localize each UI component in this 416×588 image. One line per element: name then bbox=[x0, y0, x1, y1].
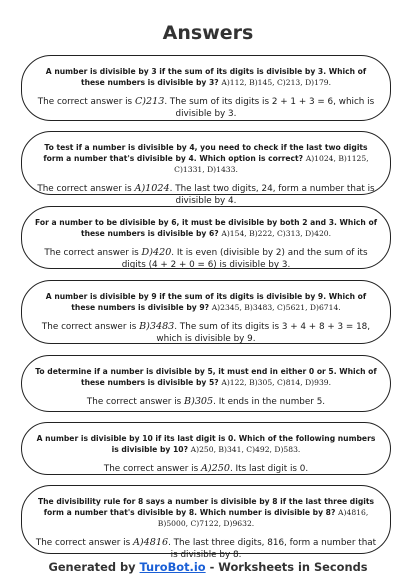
answer-options: A)1024, B)1125, C)1331, D)1433. bbox=[174, 154, 369, 174]
correct-answer: A)250 bbox=[200, 463, 230, 474]
answer-card-1 bbox=[21, 55, 391, 121]
answer-text: The correct answer is D)420. It is even (divisible by 2) and the sum of its digits (4 + 2 + 0 = 6) is divisible by 3. bbox=[44, 247, 368, 270]
turobot-link[interactable]: TuroBot.io bbox=[139, 560, 206, 574]
answer-text: The correct answer is B)305. It ends in the number 5. bbox=[86, 396, 326, 407]
correct-answer: A)4816 bbox=[133, 537, 169, 548]
answer-options: A)4816, B)5000, C)7122, D)9632. bbox=[157, 508, 369, 528]
footer-prefix: Generated by bbox=[48, 560, 136, 574]
question-text: A number is divisible by 10 if its last digit is 0. Which of the following numbers is divisible by 10? A)250, B)341, C)492, D)583. bbox=[36, 434, 376, 454]
answer-text: The correct answer is A)1024. The last two digits, 24, form a number that is divisible by 4. bbox=[37, 183, 375, 206]
answer-card-3 bbox=[21, 206, 391, 269]
answer-options: A)154, B)222, C)313, D)420. bbox=[221, 229, 332, 238]
answer-text: The correct answer is B)3483. The sum of its digits is 3 + 4 + 8 + 3 = 18, which is divisible by 9. bbox=[41, 321, 371, 344]
footer bbox=[0, 560, 416, 574]
question-text: To test if a number is divisible by 4, you need to check if the last two digits form a number that's divisible by 4. Which option is correct? A)1024, B)1125, C)1331, D)1433. bbox=[43, 143, 369, 174]
answer-options: A)122, B)305, C)814, D)939. bbox=[221, 378, 332, 387]
answer-options: A)250, B)341, C)492, D)583. bbox=[190, 445, 301, 454]
correct-answer: C)213 bbox=[134, 96, 165, 107]
answer-card-4 bbox=[21, 280, 391, 344]
question-text: For a number to be divisible by 6, it must be divisible by both 2 and 3. Which of these numbers is divisible by 6? A)154, B)222, C)313, D)420. bbox=[35, 218, 377, 238]
correct-answer: B)3483 bbox=[139, 321, 175, 332]
question-text: The divisibility rule for 8 says a number is divisible by 8 if the last three digits form a number that's divisible by 8. Which number is divisible by 8? A)4816, B)5000, C)7122, D)9632. bbox=[37, 497, 375, 528]
question-text: To determine if a number is divisible by 5, it must end in either 0 or 5. Which of these numbers is divisible by 5? A)122, B)305, C)814, D)939. bbox=[35, 367, 377, 387]
answer-card-5 bbox=[21, 355, 391, 412]
answer-card-7 bbox=[21, 485, 391, 560]
answer-text: The correct answer is C)213. The sum of its digits is 2 + 1 + 3 = 6, which is divisible by 3. bbox=[37, 96, 375, 119]
page-title: Answers bbox=[162, 22, 254, 44]
answer-text: The correct answer is A)250. Its last digit is 0. bbox=[103, 463, 309, 474]
correct-answer: B)305 bbox=[184, 396, 214, 407]
correct-answer: A)1024 bbox=[134, 183, 170, 194]
answer-card-2 bbox=[21, 131, 391, 206]
question-text: A number is divisible by 9 if the sum of its digits is divisible by 9. Which of these numbers is divisible by 9? A)2345, B)3483, C)5621, D)6714. bbox=[45, 292, 367, 312]
answer-text: The correct answer is A)4816. The last three digits, 816, form a number that is divisible by 8. bbox=[35, 537, 377, 560]
answer-card-6 bbox=[21, 422, 391, 475]
footer-suffix: - Worksheets in Seconds bbox=[209, 560, 368, 574]
question-text: A number is divisible by 3 if the sum of its digits is divisible by 3. Which of these numbers is divisible by 3? A)112, B)145, C)213, D)179. bbox=[45, 67, 367, 87]
answer-options: A)112, B)145, C)213, D)179. bbox=[221, 78, 332, 87]
answer-options: A)2345, B)3483, C)5621, D)6714. bbox=[211, 303, 341, 312]
correct-answer: D)420 bbox=[141, 247, 172, 258]
